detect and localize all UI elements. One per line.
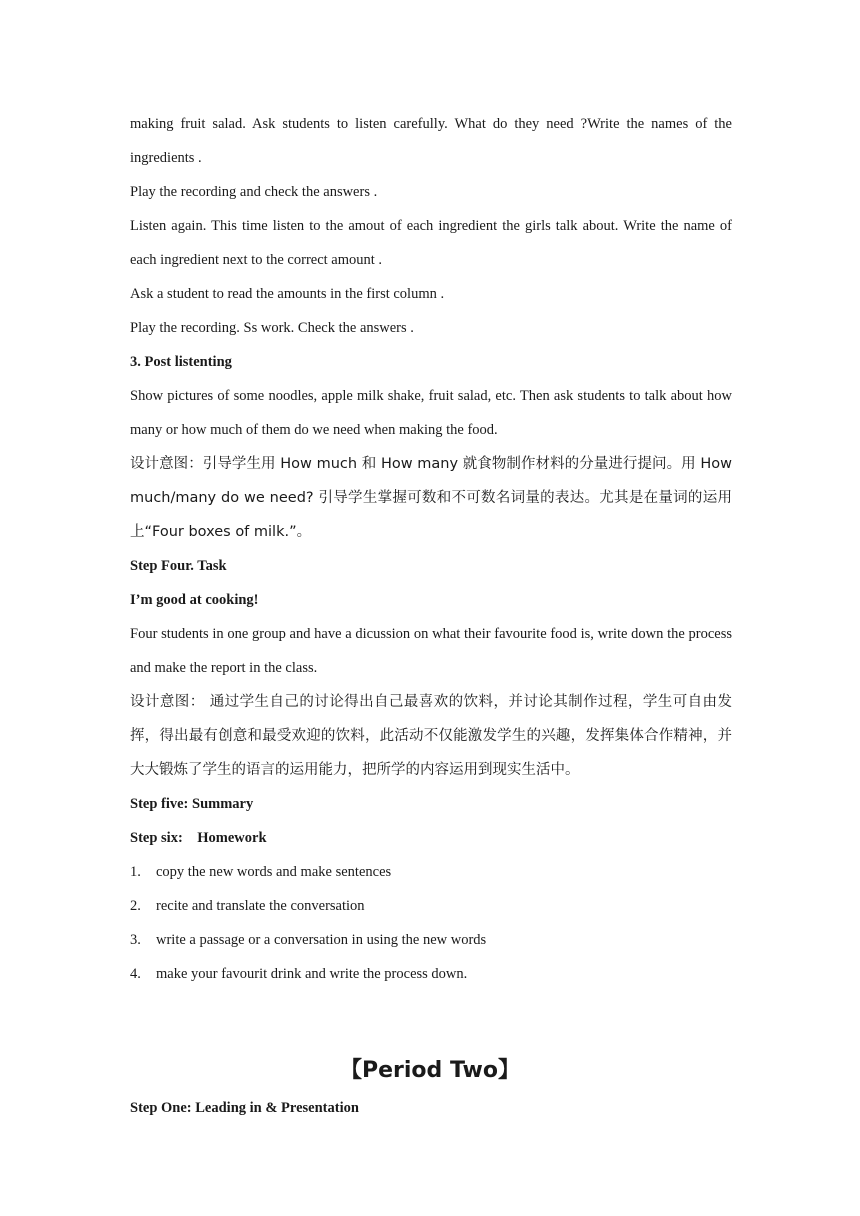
paragraph-read-amounts: Ask a student to read the amounts in the first column . bbox=[130, 286, 445, 302]
list-item bbox=[130, 923, 732, 957]
list-text: write a passage or a conversation in using the new words bbox=[156, 932, 487, 948]
list-number: 3. bbox=[130, 932, 141, 948]
heading-step-one: Step One: Leading in & Presentation bbox=[130, 1100, 359, 1116]
paragraph-group-discussion: Four students in one group and have a dicussion on what their favourite food is, write down the process and make the report in the class. bbox=[130, 626, 732, 676]
heading-post-listening: 3. Post listenting bbox=[130, 354, 232, 370]
heading-step-six: Step six: Homework bbox=[130, 830, 267, 846]
heading-step-four: Step Four. Task bbox=[130, 558, 227, 574]
document-page bbox=[130, 107, 732, 1125]
paragraph-listen-again: Listen again. This time listen to the amout of each ingredient the girls talk about. Write the name of each ingredient next to the correct amount . bbox=[130, 218, 732, 268]
list-number: 2. bbox=[130, 898, 141, 914]
paragraph-design-intent-1: 设计意图：引导学生用 How much 和 How many 就食物制作材料的分量进行提问。用 How much/many do we need? 引导学生掌握可数和不可数名词量的表达。尤其是在量词的运用上“Four boxes of milk.”。 bbox=[130, 456, 732, 540]
paragraph-show-pictures: Show pictures of some noodles, apple milk shake, fruit salad, etc. Then ask students to talk about how many or how much of them do we need when making the food. bbox=[130, 388, 732, 438]
paragraph-play-recording: Play the recording and check the answers . bbox=[130, 184, 378, 200]
list-number: 4. bbox=[130, 966, 141, 982]
heading-good-at-cooking: I’m good at cooking! bbox=[130, 592, 259, 608]
paragraph-play-check: Play the recording. Ss work. Check the answers . bbox=[130, 320, 414, 336]
heading-step-five: Step five: Summary bbox=[130, 796, 254, 812]
paragraph-design-intent-2: 设计意图： 通过学生自己的讨论得出自己最喜欢的饮料，并讨论其制作过程，学生可自由发挥，得出最有创意和最受欢迎的饮料，此活动不仅能激发学生的兴趣，发挥集体合作精神，并大大锻炼了学生的语言的运用能力，把所学的内容运用到现实生活中。 bbox=[130, 694, 732, 778]
list-text: make your favourit drink and write the process down. bbox=[156, 966, 468, 982]
list-text: copy the new words and make sentences bbox=[156, 864, 392, 880]
list-item bbox=[130, 957, 732, 991]
list-text: recite and translate the conversation bbox=[156, 898, 365, 914]
list-item bbox=[130, 855, 732, 889]
list-number: 1. bbox=[130, 864, 141, 880]
period-title: 【Period Two】 bbox=[340, 1058, 520, 1083]
section-spacer bbox=[130, 991, 732, 1031]
paragraph-fruit-salad: making fruit salad. Ask students to listen carefully. What do they need ?Write the names of the ingredients . bbox=[130, 116, 732, 166]
list-item bbox=[130, 889, 732, 923]
